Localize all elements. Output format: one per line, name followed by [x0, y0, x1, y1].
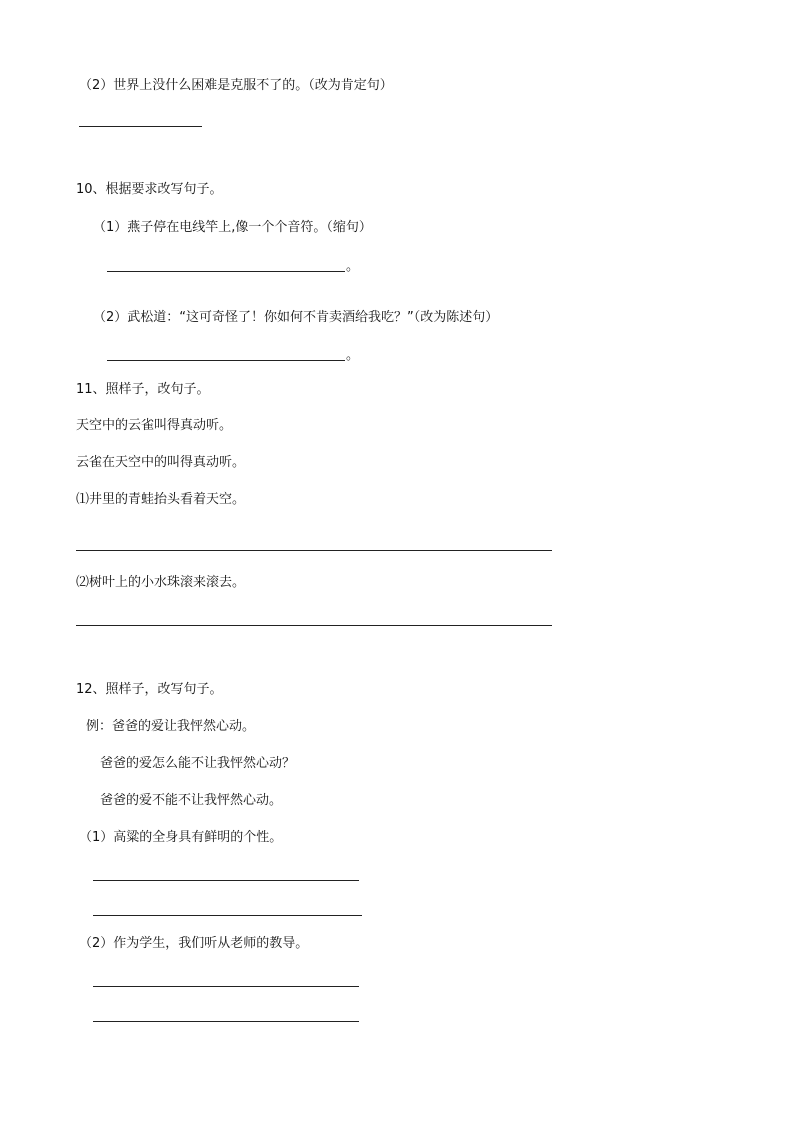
q11-answer-line-1[interactable] [76, 550, 552, 551]
q10-answer-line-1[interactable] [107, 271, 345, 272]
q11-example-2: 云雀在天空中的叫得真动听。 [76, 455, 246, 470]
q12-example-negation: 爸爸的爱不能不让我怦然心动。 [100, 793, 283, 808]
q12-title: 12、照样子，改写句子。 [76, 682, 223, 697]
q9-item-2: （2）世界上没什么困难是克服不了的。（改为肯定句） [79, 78, 393, 93]
q10-item-1: （1）燕子停在电线竿上,像一个个音符。（缩句） [93, 220, 372, 235]
q12-item-1-answer-line-2[interactable] [93, 915, 362, 916]
q10-answer-line-2[interactable] [107, 360, 345, 361]
q11-title: 11、照样子，改句子。 [76, 382, 210, 397]
q12-example-label: 例：爸爸的爱让我怦然心动。 [86, 719, 256, 734]
q10-period-1: 。 [346, 259, 360, 274]
q10-period-2: 。 [346, 348, 360, 363]
q12-item-2-answer-line-2[interactable] [93, 1021, 359, 1022]
q11-example-1: 天空中的云雀叫得真动听。 [76, 418, 233, 433]
q12-item-1: （1）高粱的全身具有鲜明的个性。 [79, 830, 283, 845]
q9-answer-line[interactable] [79, 126, 202, 127]
q10-item-2: （2）武松道：“这可奇怪了！你如何不肯卖酒给我吃？”（改为陈述句） [93, 310, 499, 325]
q11-item-1: ⑴井里的青蛙抬头看着天空。 [76, 492, 246, 507]
q11-item-2: ⑵树叶上的小水珠滚来滚去。 [76, 575, 246, 590]
q12-item-2-answer-line-1[interactable] [93, 986, 359, 987]
q10-title: 10、根据要求改写句子。 [76, 182, 223, 197]
q12-item-1-answer-line-1[interactable] [93, 880, 359, 881]
q11-answer-line-2[interactable] [76, 625, 552, 626]
q12-example-question: 爸爸的爱怎么能不让我怦然心动？ [100, 756, 296, 771]
q12-item-2: （2）作为学生，我们听从老师的教导。 [79, 936, 309, 951]
